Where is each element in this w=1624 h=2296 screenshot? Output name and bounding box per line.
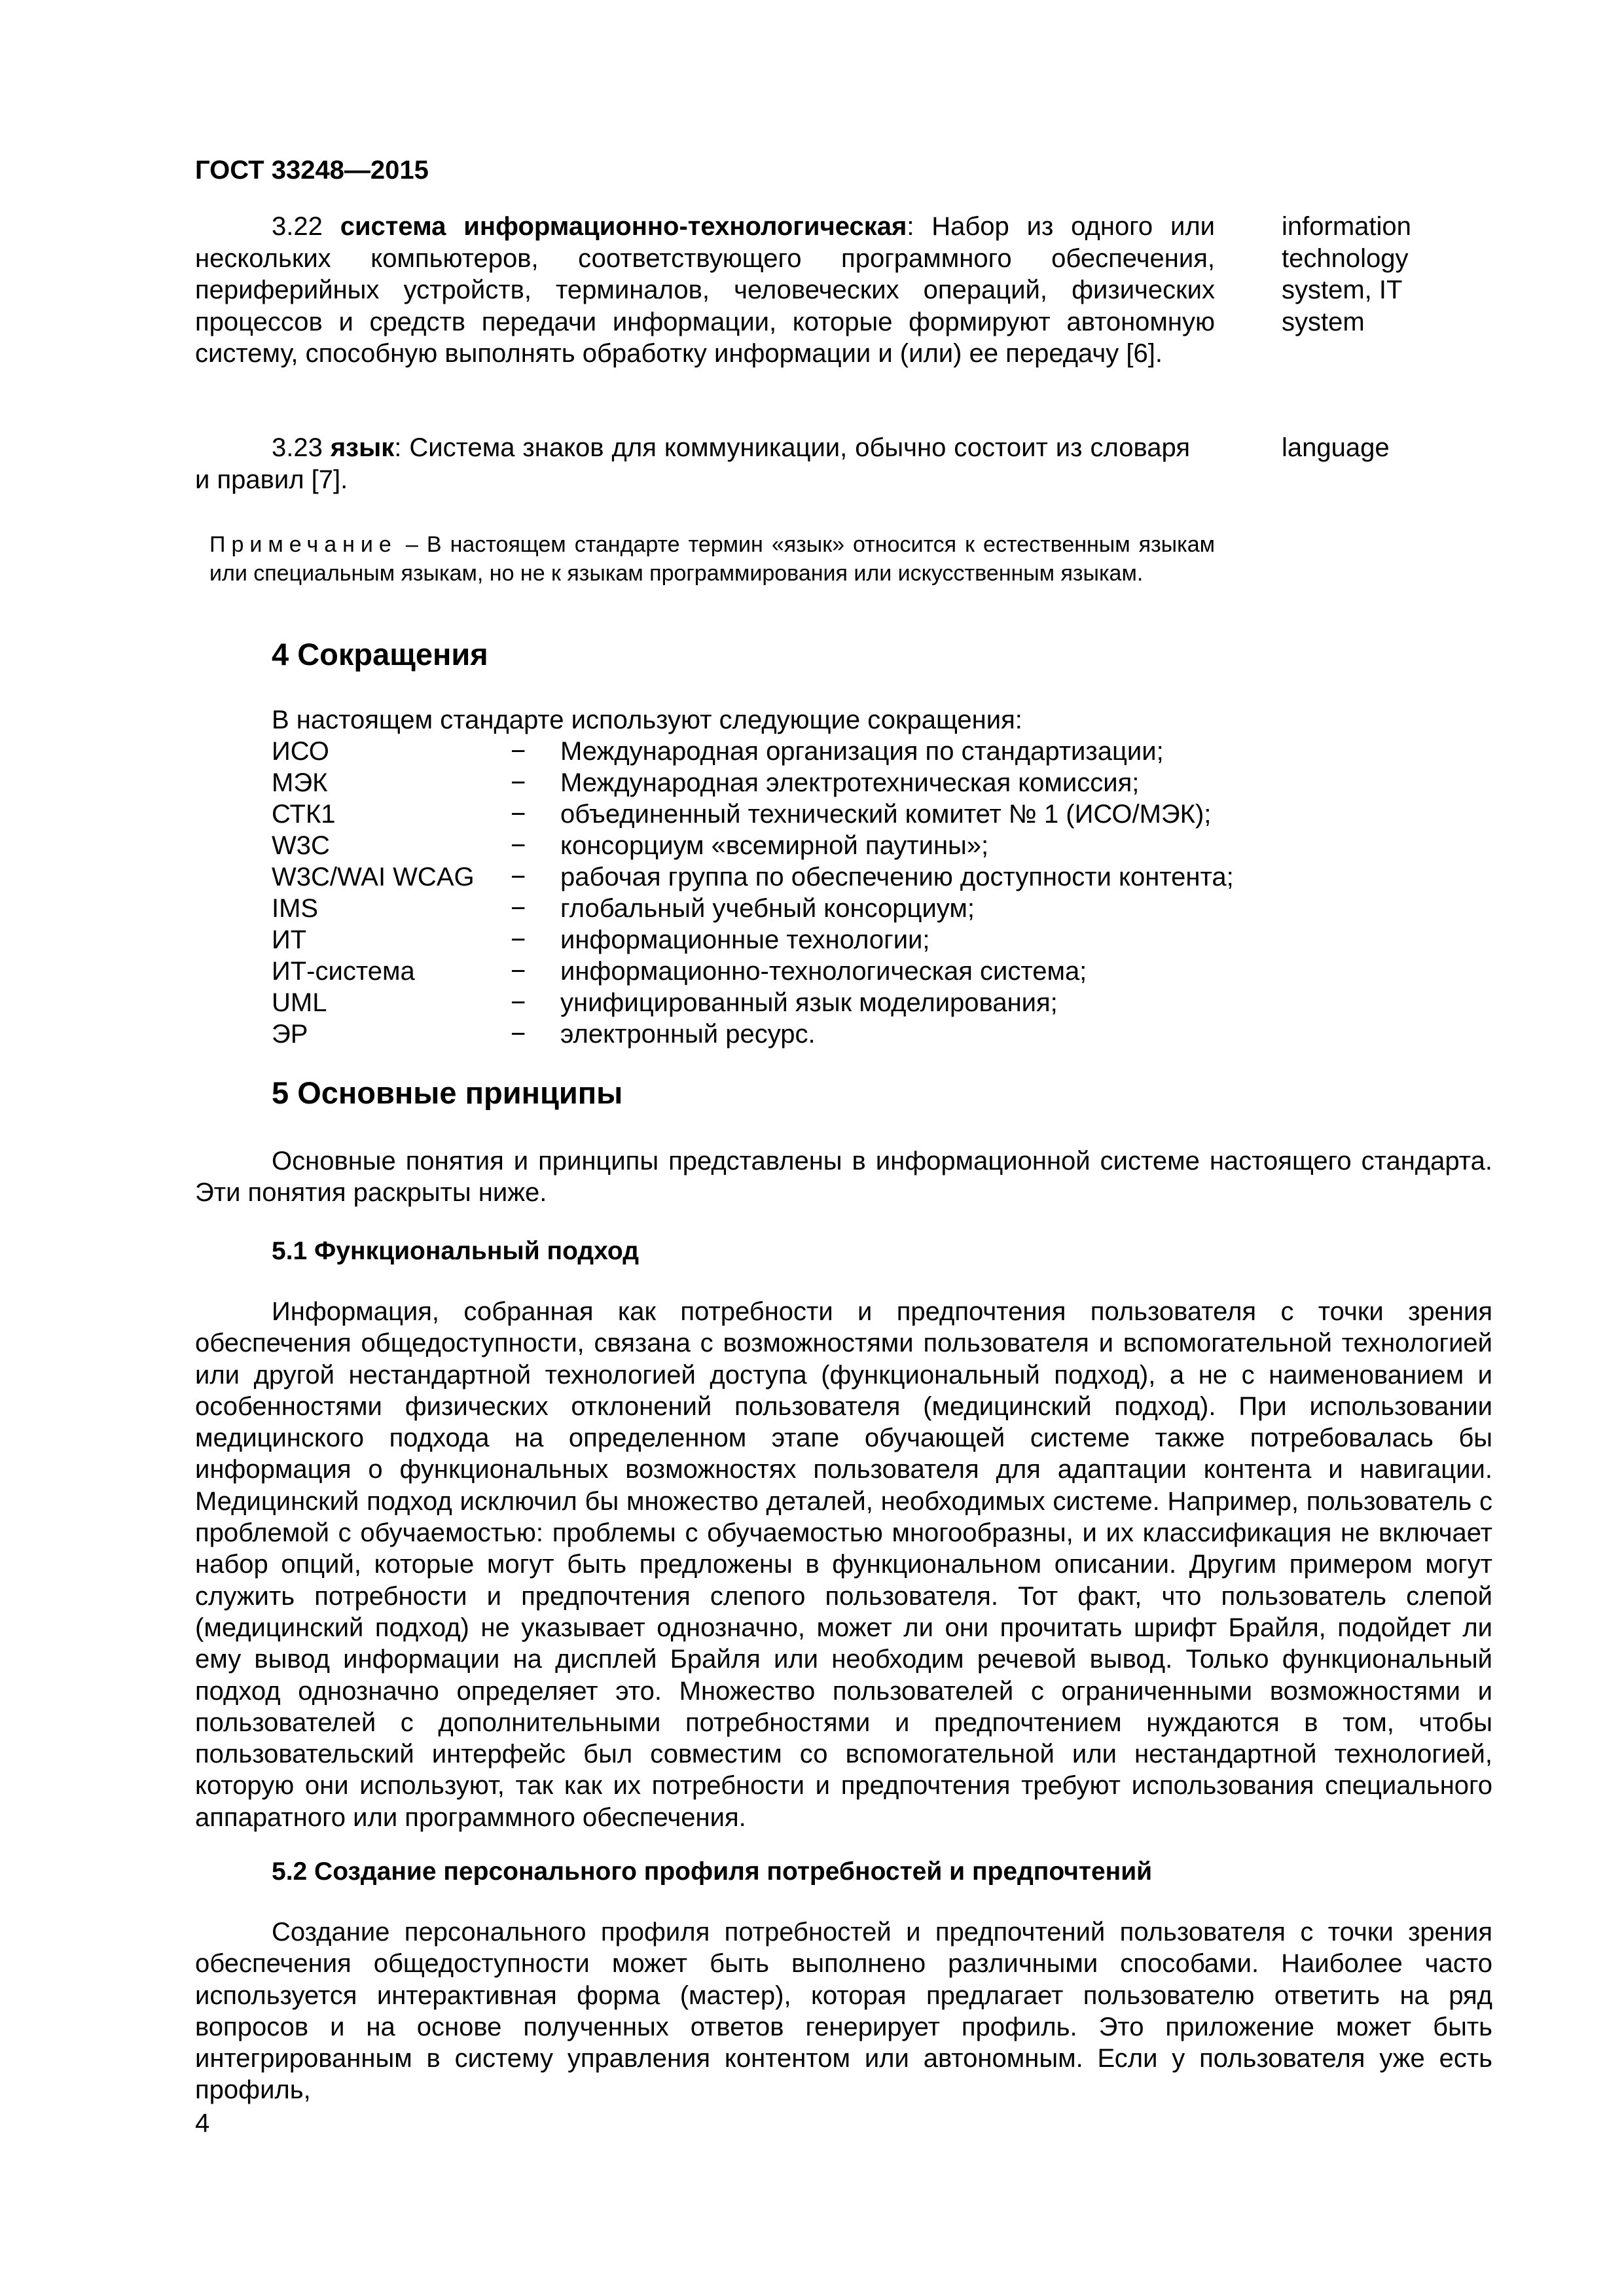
abbreviation-description: объединенный технический комитет № 1 (ИСО/МЭК); bbox=[560, 800, 1212, 829]
abbreviation-description: информационные технологии; bbox=[560, 925, 930, 954]
list-item bbox=[272, 861, 1384, 893]
abbreviation: ЭР bbox=[272, 1020, 308, 1049]
abbreviation-description: унифицированный язык моделирования; bbox=[560, 988, 1058, 1017]
abbreviation: СТК1 bbox=[272, 800, 336, 829]
note-text: – В настоящем стандарте термин «язык» относится к естественным языкам или специальным языкам, но не к языкам программирования или искусственным языкам. bbox=[209, 532, 1215, 586]
term-number: 3.23 bbox=[272, 433, 323, 462]
abbreviation: ИТ bbox=[272, 925, 307, 954]
abbreviations-intro: В настоящем стандарте используют следующие сокращения: bbox=[272, 706, 1022, 734]
section-heading: 5 Основные принципы bbox=[272, 1075, 623, 1110]
section-intro-paragraph: Основные понятия и принципы представлены в информационной системе настоящего стандарта. Эти понятия раскрыты ниже. bbox=[195, 1147, 1492, 1208]
dash: − bbox=[511, 737, 526, 766]
list-item bbox=[272, 893, 1384, 924]
abbreviation-description: глобальный учебный консорциум; bbox=[560, 894, 975, 923]
list-item bbox=[272, 736, 1384, 767]
term-title: язык bbox=[330, 433, 395, 462]
subsection-heading: 5.1 Функциональный подход bbox=[272, 1237, 639, 1265]
abbreviation-description: консорциум «всемирной паутины»; bbox=[560, 831, 989, 860]
dash: − bbox=[511, 1020, 526, 1049]
term-english-equivalent: information technology system, IT system bbox=[1282, 212, 1411, 336]
abbreviation: ИТ-система bbox=[272, 957, 415, 986]
dash: − bbox=[511, 957, 526, 986]
term-definition: : Система знаков для коммуникации, обычно состоит из словаря и правил [7]. bbox=[195, 433, 1190, 494]
list-item bbox=[272, 924, 1384, 956]
dash: − bbox=[511, 768, 526, 797]
abbreviation-description: информационно-технологическая система; bbox=[560, 957, 1087, 986]
list-item bbox=[272, 987, 1384, 1018]
abbreviation-description: Международная электротехническая комиссия; bbox=[560, 768, 1140, 797]
dash: − bbox=[511, 831, 526, 860]
abbreviation: ИСО bbox=[272, 737, 329, 766]
abbreviation-description: электронный ресурс. bbox=[560, 1020, 816, 1049]
abbreviation: МЭК bbox=[272, 768, 328, 797]
list-item bbox=[272, 830, 1384, 861]
abbreviation: IMS bbox=[272, 894, 319, 923]
abbreviation-description: рабочая группа по обеспечению доступности контента; bbox=[560, 863, 1234, 891]
list-item bbox=[272, 1018, 1384, 1050]
abbreviation: UML bbox=[272, 988, 327, 1017]
term-number: 3.22 bbox=[272, 212, 323, 241]
list-item bbox=[272, 956, 1384, 987]
term-3-23 bbox=[195, 432, 1190, 495]
note bbox=[209, 530, 1215, 588]
document-header: ГОСТ 33248—2015 bbox=[195, 156, 429, 185]
abbreviations-list bbox=[272, 736, 1384, 1050]
term-english-equivalent: language bbox=[1282, 433, 1390, 462]
abbreviation: W3C/WAI WCAG bbox=[272, 863, 475, 891]
term-title: система информационно-технологическая bbox=[340, 212, 907, 241]
subsection-heading: 5.2 Создание персонального профиля потребностей и предпочтений bbox=[272, 1857, 1153, 1886]
note-label: Примечание bbox=[209, 532, 397, 557]
page-number: 4 bbox=[195, 2109, 210, 2138]
dash: − bbox=[511, 863, 526, 891]
abbreviation-description: Международная организация по стандартизации; bbox=[560, 737, 1164, 766]
dash: − bbox=[511, 925, 526, 954]
dash: − bbox=[511, 988, 526, 1017]
list-item bbox=[272, 798, 1384, 830]
subsection-paragraph: Информация, собранная как потребности и предпочтения пользователя с точки зрения обеспечения общедоступности, связана с возможностями пользователя и вспомогательной технологией или другой нестандартной технологией доступа (функциональный подход), а не с наименованием и особенностями физических отклонений пользователя (медицинский подход). При использовании медицинского подхода на определенном этапе обучающей системе также потребовалась бы информация о функциональных возможностях пользователя для адаптации контента и навигации. Медицинский подход исключил бы множество деталей, необходимых системе. Например, пользователь с проблемой с обучаемостью: проблемы с обучаемостью многообразны, и их классификация не включает набор опций, которые могут быть предложены в функциональном описании. Другим примером могут служить потребности и предпочтения слепого пользователя. Тот факт, что пользователь слепой (медицинский подход) не указывает однозначно, может ли они прочитать шрифт Брайля, подойдет ли ему вывод информации на дисплей Брайля или необходим речевой вывод. Только функциональный подход однозначно определяет это. Множество пользователей с ограниченными возможностями и пользователей с дополнительными потребностями и предпочтением нуждаются в том, чтобы пользовательский интерфейс был совместим со вспомогательной или нестандартной технологией, которую они используют, так как их потребности и предпочтения требуют использования специального аппаратного или программного обеспечения. bbox=[195, 1297, 1492, 1832]
section-heading: 4 Сокращения bbox=[272, 637, 488, 672]
subsection-paragraph: Создание персонального профиля потребностей и предпочтений пользователя с точки зрения обеспечения общедоступности может быть выполнено различными способами. Наиболее часто используется интерактивная форма (мастер), которая предлагает пользователю ответить на ряд вопросов и на основе полученных ответов генерирует профиль. Это приложение может быть интегрированным в систему управления контентом или автономным. Если у пользователя уже есть профиль, bbox=[195, 1918, 1492, 2105]
term-definition: : Набор из одного или нескольких компьютеров, соответствующего программного обеспечения, периферийных устройств, терминалов, человеческих операций, физических процессов и средств передачи информации, которые формируют автономную систему, способную выполнять обработку информации и (или) ее передачу [6]. bbox=[195, 212, 1215, 368]
term-3-22 bbox=[195, 211, 1215, 370]
dash: − bbox=[511, 894, 526, 923]
list-item bbox=[272, 767, 1384, 798]
dash: − bbox=[511, 800, 526, 829]
abbreviation: W3C bbox=[272, 831, 330, 860]
